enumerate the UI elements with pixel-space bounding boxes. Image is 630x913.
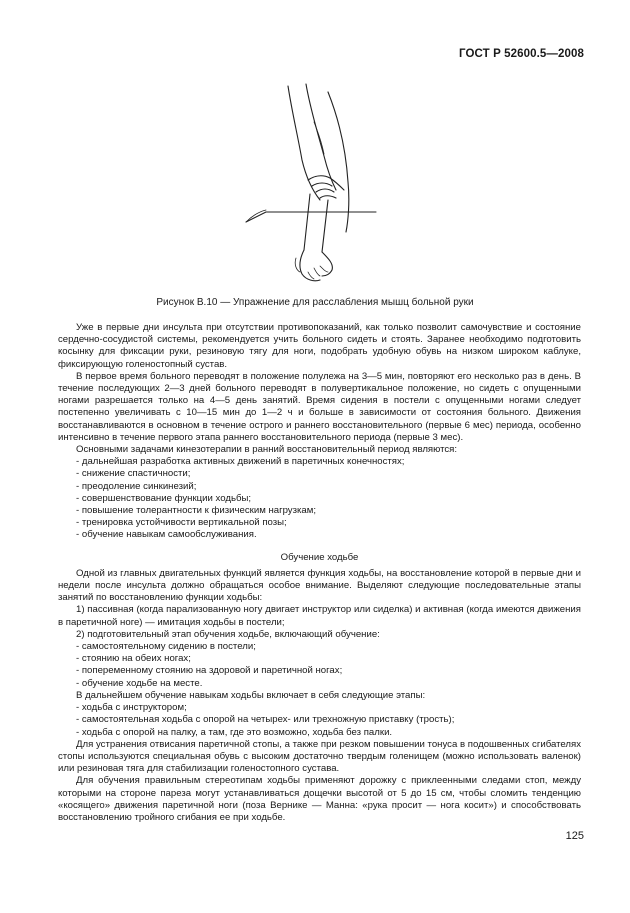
list-item: - самостоятельному сидению в постели; — [76, 641, 256, 653]
list-item: - преодоление синкинезий; — [76, 480, 197, 492]
paragraph: Для устранения отвисания паретичной стопы, а также при резком повышении тонуса в подошвенных сгибателях стопы используются специальная обувь с высоким достаточно твердым голенищем (можно использовать валенок) или резиновая тяга для стабилизации голеностопного сустава. — [58, 738, 581, 775]
paragraph: Одной из главных двигательных функций является функция ходьбы, на восстановление которой в первые дни и недели после инсульта должно обращаться особое внимание. Выделяют следующие последовательные этапы занятий по восстановлению функции ходьбы: — [58, 567, 581, 604]
list-item: - дальнейшая разработка активных движений в паретичных конечностях; — [76, 456, 405, 468]
list-item: - совершенствование функции ходьбы; — [76, 492, 252, 504]
list-item: - повышение толерантности к физическим нагрузкам; — [76, 505, 317, 517]
paragraph: Для обучения правильным стереотипам ходьбы применяют дорожку с приклеенными следами стоп, между которыми на стороне пареза могут устанавливаться дощечки высотой от 5 до 15 см, чтобы сломить тенденцию «косящего» движения паретичной ноги (поза Вернике — Манна: «рука просит — нога косит») и способствовать восстановлению тройного сгибания ее при ходьбе. — [58, 775, 581, 823]
paragraph: В дальнейшем обучение навыкам ходьбы включает в себя следующие этапы: — [76, 689, 426, 701]
list-item: - попеременному стоянию на здоровой и паретичной ногах; — [76, 665, 343, 677]
list-item: - тренировка устойчивости вертикальной позы; — [76, 517, 287, 529]
figure-caption: Рисунок В.10 — Упражнение для расслабления мышц больной руки — [156, 297, 474, 308]
section-title: Обучение ходьбе — [280, 551, 359, 563]
paragraph: Уже в первые дни инсульта при отсутствии противопоказаний, как только позволит самочувствие и состояние сердечно-сосудистой системы, рекомендуется учить больного сидеть и стоять. Заранее необходимо подготовить косынку для фиксации руки, резиновую тягу для ноги, подобрать удобную обувь на низком широком каблуке, фиксирующую голеностопный сустав. — [58, 322, 581, 370]
arm-drawing — [236, 82, 386, 292]
figure-arm-relaxation-illustration — [236, 82, 386, 292]
body-text — [58, 322, 581, 824]
page-number: 125 — [565, 830, 584, 842]
list-item: - стоянию на обеих ногах; — [76, 653, 191, 665]
document-standard-header: ГОСТ Р 52600.5—2008 — [459, 48, 584, 60]
paragraph: В первое время больного переводят в положение полулежа на 3—5 мин, повторяют его несколько раз в день. В течение последующих 2—3 дней больного переводят в полувертикальное положение, но сидеть с опущенными ногами разрешается только на 4—5 день занятий. Время сидения в постели с опущенными ногами следует постепенно увеличивать с 10—15 мин до 1—2 ч и больше в зависимости от состояния больного. Движения восстанавливаются в основном в течение острого и раннего восстановительного (первые 6 мес) периода, особенно интенсивно в течение первого этапа раннего восстановительного периода (первые 3 мес). — [58, 370, 581, 443]
paragraph: Основными задачами кинезотерапии в ранний восстановительный период являются: — [76, 444, 458, 456]
list-item: - ходьба с опорой на палку, а там, где это возможно, ходьба без палки. — [76, 726, 393, 738]
list-item: - обучение ходьбе на месте. — [76, 677, 203, 689]
list-item: - снижение спастичности; — [76, 468, 191, 480]
paragraph: 1) пассивная (когда парализованную ногу двигает инструктор или сиделка) и активная (когда имеются движения в паретичной ноге) — имитация ходьбы в постели; — [58, 604, 581, 628]
list-item: - обучение навыкам самообслуживания. — [76, 529, 257, 541]
list-item: - ходьба с инструктором; — [76, 702, 187, 714]
list-item: - самостоятельная ходьба с опорой на четырех- или трехножную приставку (трость); — [76, 714, 455, 726]
paragraph: 2) подготовительный этап обучения ходьбе, включающий обучение: — [76, 628, 380, 640]
